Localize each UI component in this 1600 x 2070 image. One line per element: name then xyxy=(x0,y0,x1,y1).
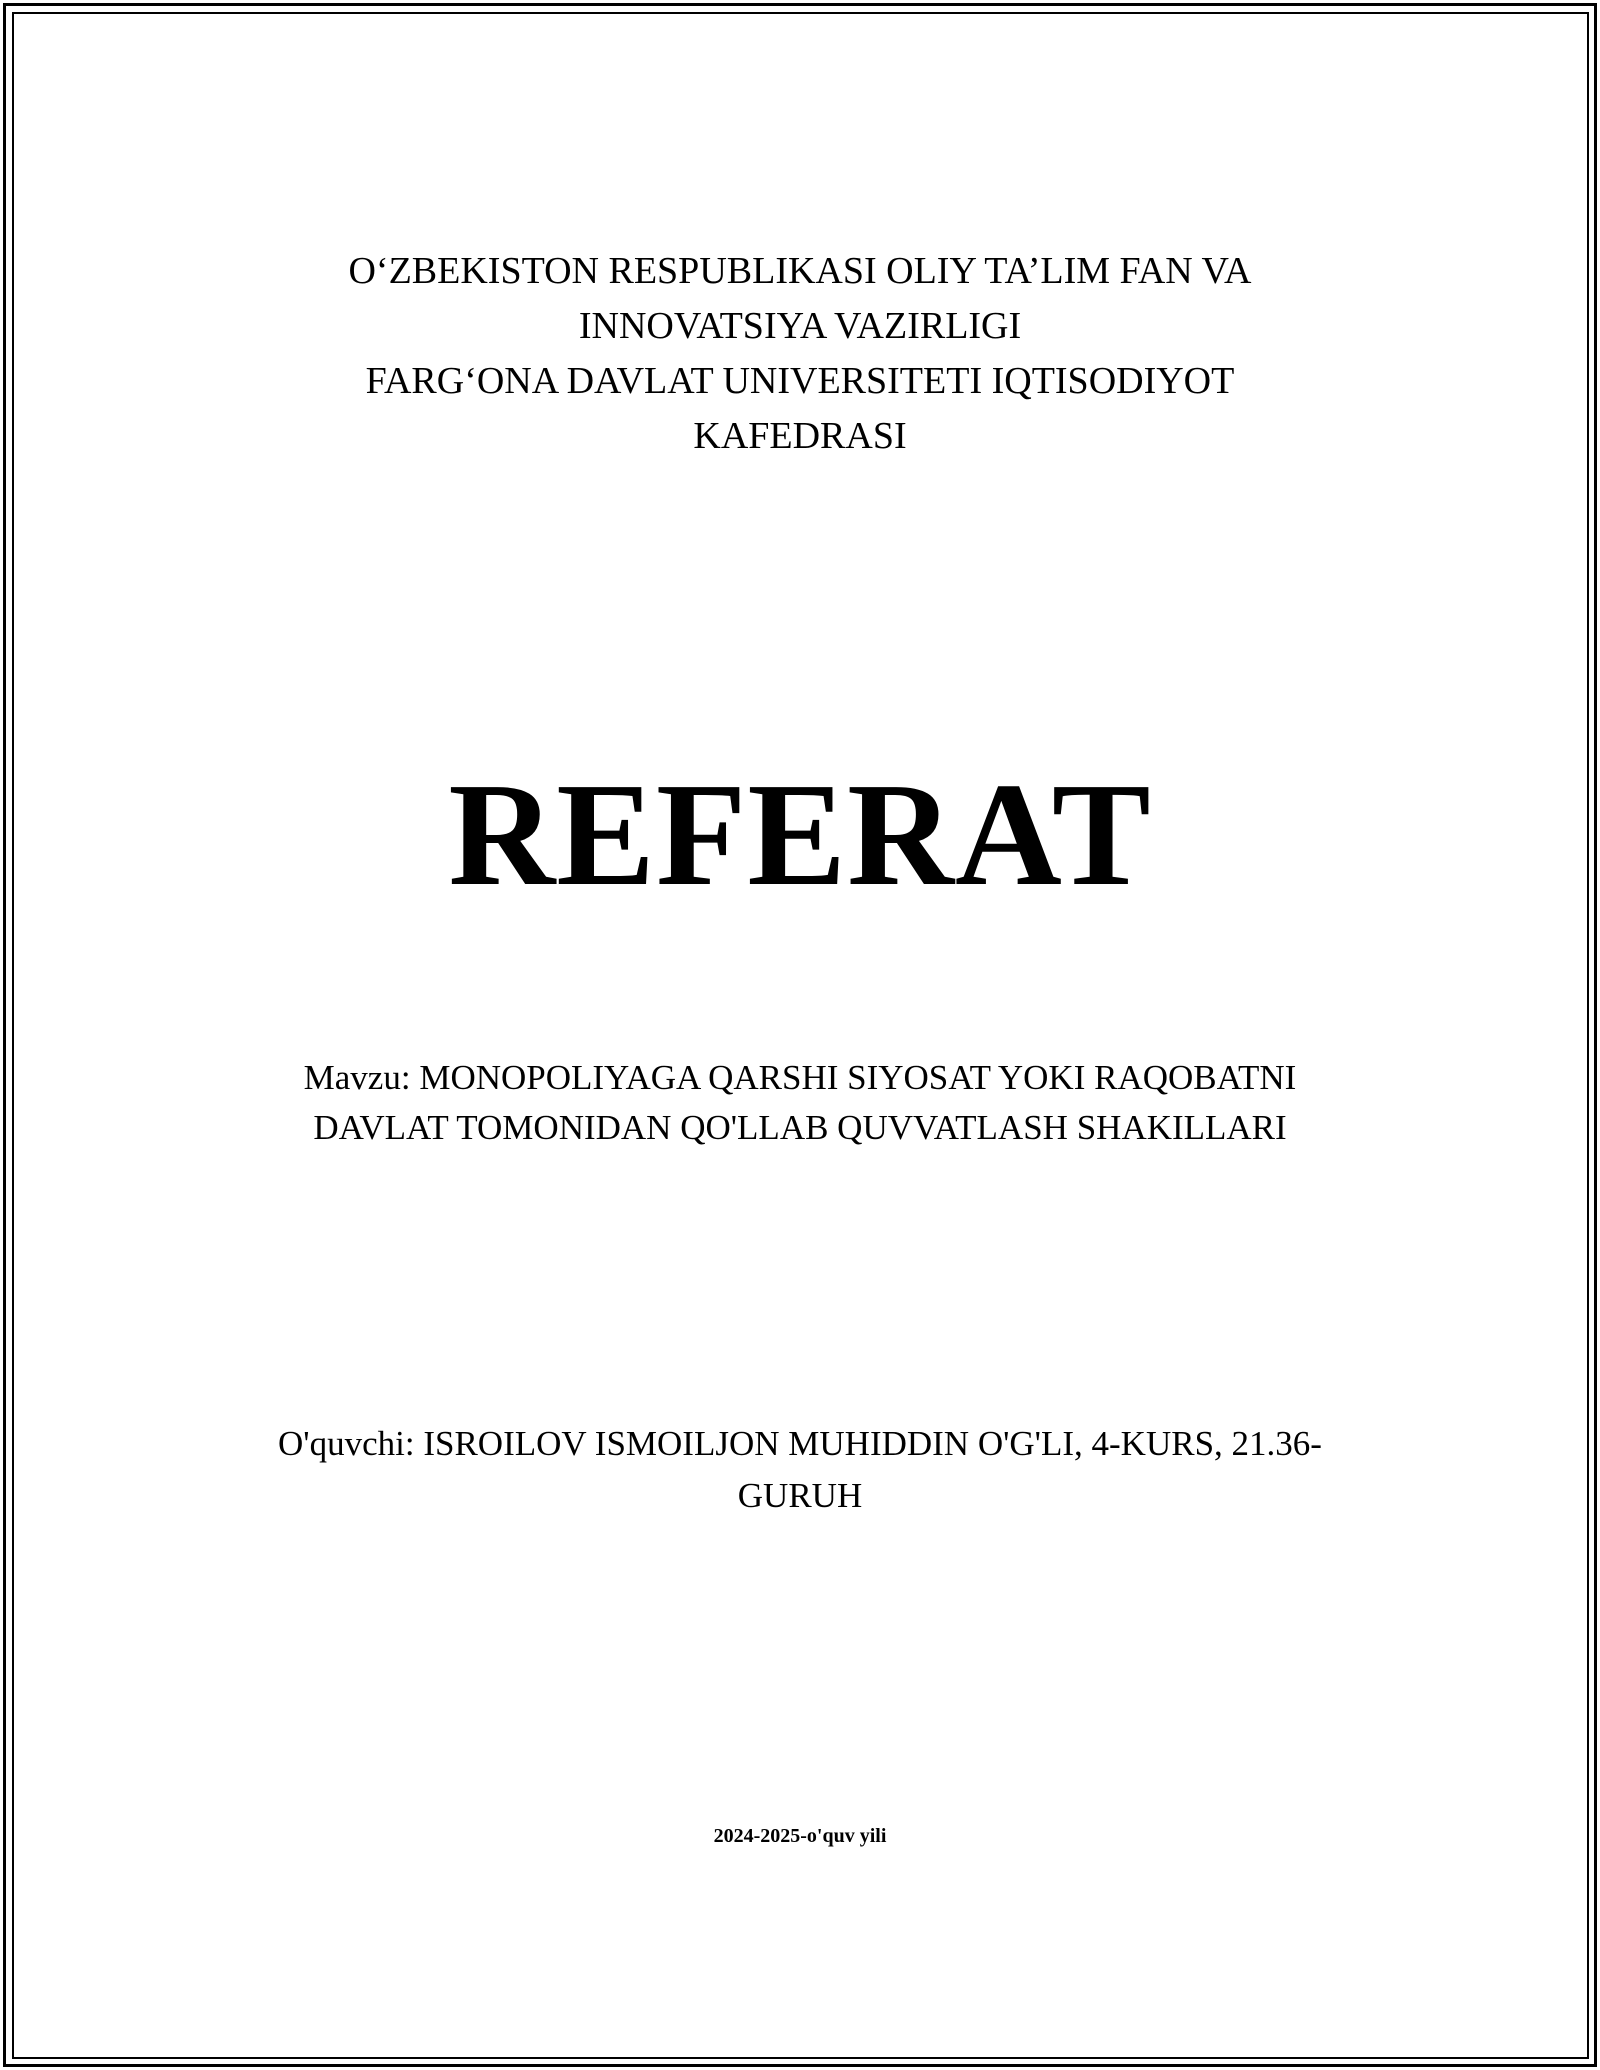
student-line: O'quvchi: ISROILOV ISMOILJON MUHIDDIN O'G'LI, 4-KURS, 21.36- xyxy=(278,1424,1322,1463)
topic-line: Mavzu: MONOPOLIYAGA QARSHI SIYOSAT YOKI RAQOBATNI xyxy=(303,1058,1297,1097)
topic-line: DAVLAT TOMONIDAN QO'LLAB QUVVATLASH SHAKILLARI xyxy=(313,1108,1287,1147)
student-block xyxy=(0,1418,1600,1522)
student-line: GURUH xyxy=(737,1476,863,1515)
header-line: KAFEDRASI xyxy=(693,415,907,457)
year-text: 2024-2025-o'quv yili xyxy=(713,1825,887,1847)
header-line: INNOVATSIYA VAZIRLIGI xyxy=(578,305,1022,347)
academic-year xyxy=(0,1823,1600,1849)
title-text: REFERAT xyxy=(448,753,1152,917)
document-title xyxy=(0,750,1600,920)
header-line: O‘ZBEKISTON RESPUBLIKASI OLIY TA’LIM FAN VA xyxy=(348,250,1252,292)
ministry-header xyxy=(0,244,1600,464)
topic-block xyxy=(0,1053,1600,1153)
header-line: FARG‘ONA DAVLAT UNIVERSITETI IQTISODIYOT xyxy=(365,360,1235,402)
